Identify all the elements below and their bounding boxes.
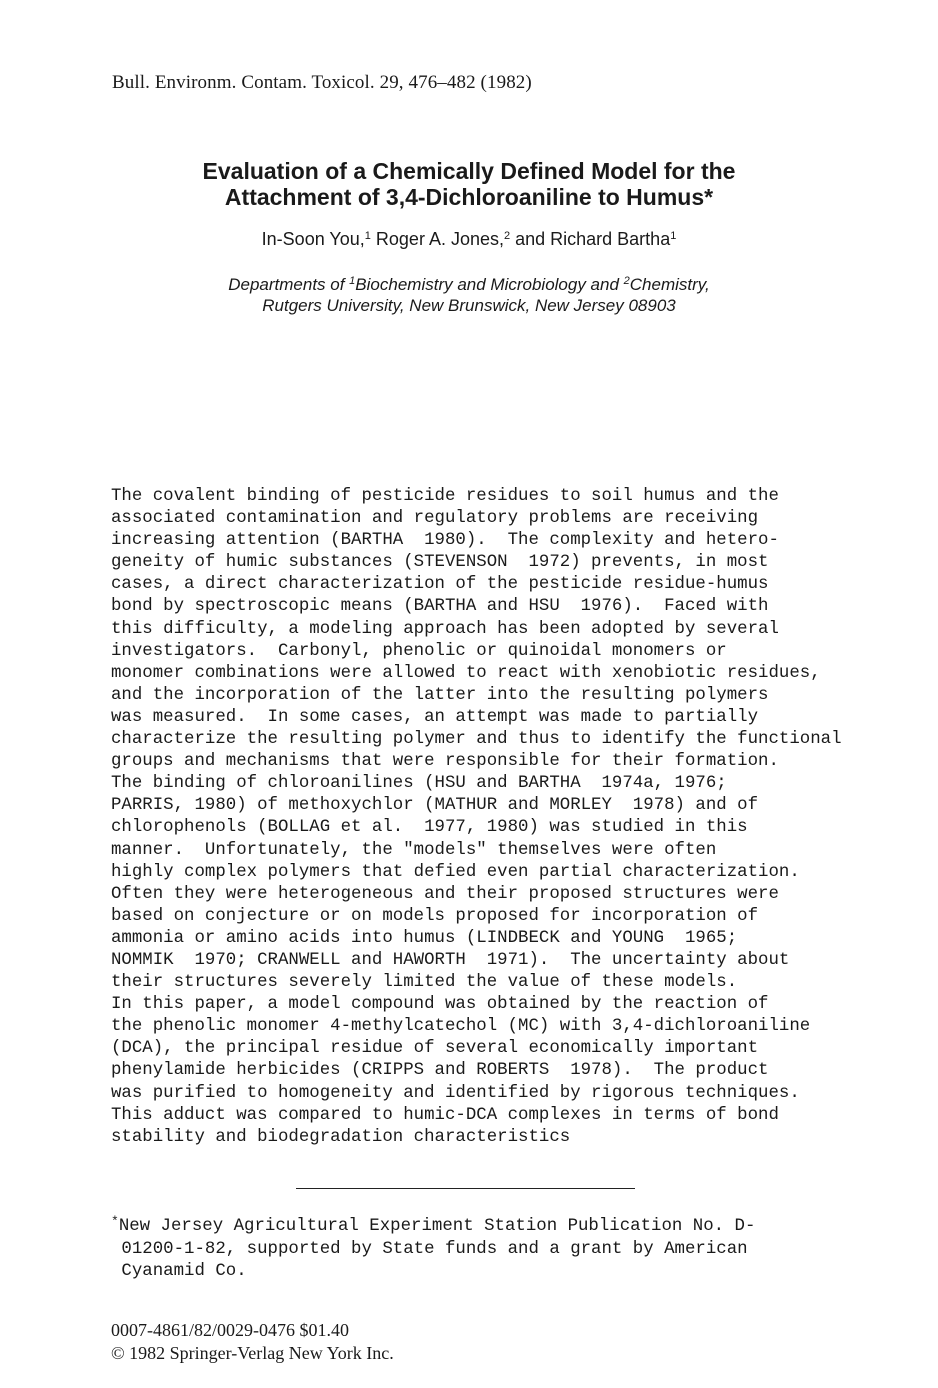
footnote-divider [296,1188,635,1189]
footnote-text-1: New Jersey Agricultural Experiment Station Publication No. D- [118,1217,756,1236]
affiliation-department-2: Chemistry, [629,275,710,294]
body-line: associated contamination and regulatory problems are receiving [111,509,759,529]
affiliation-line-2: Rutgers University, New Brunswick, New Jersey 08903 [262,296,676,315]
body-line: the phenolic monomer 4-methylcatechol (MC) with 3,4-dichloroaniline [111,1017,811,1037]
body-line: NOMMIK 1970; CRANWELL and HAWORTH 1971). The uncertainty about [111,950,790,970]
body-line: phenylamide herbicides (CRIPPS and ROBERTS 1978). The product [111,1061,769,1081]
body-line: and the incorporation of the latter into the resulting polymers [111,685,769,705]
issn-price: 0007-4861/82/0029-0476 $01.40 [111,1320,349,1340]
footnote-line-1 [111,1211,755,1239]
body-line: based on conjecture or on models proposed for incorporation of [111,906,759,926]
page-footer [111,1319,394,1365]
affiliation [0,271,938,316]
body-line: geneity of humic substances (STEVENSON 1972) prevents, in most [111,553,769,573]
footnote-line-3: Cyanamid Co. [111,1262,247,1281]
body-line: investigators. Carbonyl, phenolic or quinoidal monomers or [111,641,727,661]
affiliation-text: Departments of [228,275,350,294]
author-list [0,229,938,250]
affiliation-mark-1: 1 [349,275,356,287]
body-paragraph [111,486,842,1149]
body-line: bond by spectroscopic means (BARTHA and HSU 1976). Faced with [111,597,769,617]
body-line: This adduct was compared to humic-DCA complexes in terms of bond [111,1105,779,1125]
body-line: highly complex polymers that defied even partial characterization. [111,862,800,882]
affiliation-department-1: Biochemistry and Microbiology and [355,275,624,294]
body-line: increasing attention (BARTHA 1980). The complexity and hetero- [111,531,779,551]
journal-citation: Bull. Environm. Contam. Toxicol. 29, 476–482 (1982) [112,72,532,93]
body-line: In this paper, a model compound was obtained by the reaction of [111,995,769,1015]
body-line: monomer combinations were allowed to react with xenobiotic residues, [111,663,821,683]
body-line: PARRIS, 1980) of methoxychlor (MATHUR and MORLEY 1978) and of [111,796,759,816]
body-line: was purified to homogeneity and identified by rigorous techniques. [111,1083,800,1103]
body-line: ammonia or amino acids into humus (LINDBECK and YOUNG 1965; [111,928,738,948]
body-line: The covalent binding of pesticide residues to soil humus and the [111,487,779,506]
author-3: and Richard Bartha [510,229,671,249]
author-2: Roger A. Jones, [370,229,504,249]
body-line: cases, a direct characterization of the pesticide residue-humus [111,575,769,595]
author-1: In-Soon You, [261,229,365,249]
footnote-line-2: 01200-1-82, supported by State funds and a grant by American [111,1239,748,1259]
affiliation-mark-2: 2 [623,275,630,287]
author-3-affiliation-mark: 1 [670,230,677,242]
body-line: manner. Unfortunately, the "models" themselves were often [111,840,717,860]
body-line: chlorophenols (BOLLAG et al. 1977, 1980) was studied in this [111,818,748,838]
title-line-1: Evaluation of a Chemically Defined Model for the [202,158,736,184]
body-line: characterize the resulting polymer and thus to identify the functional [111,730,842,750]
author-1-affiliation-mark: 1 [364,230,371,242]
author-2-affiliation-mark: 2 [503,230,511,242]
affiliation-line-1 [0,271,938,295]
paper-title [0,158,938,210]
body-line: Often they were heterogeneous and their proposed structures were [111,884,779,904]
body-line: their structures severely limited the value of these models. [111,973,738,993]
body-line: stability and biodegradation characteristics [111,1127,571,1147]
body-line: (DCA), the principal residue of several economically important [111,1039,759,1059]
body-line: was measured. In some cases, an attempt was made to partially [111,707,759,727]
title-line-2: Attachment of 3,4-Dichloroaniline to Humus* [224,184,714,210]
body-line: this difficulty, a modeling approach has been adopted by several [111,619,779,639]
copyright: © 1982 Springer-Verlag New York Inc. [111,1343,394,1363]
body-line: The binding of chloroanilines (HSU and BARTHA 1974a, 1976; [111,774,727,794]
footnote-mark: * [111,1214,119,1229]
body-line: groups and mechanisms that were responsible for their formation. [111,752,779,772]
footnote [111,1211,755,1284]
